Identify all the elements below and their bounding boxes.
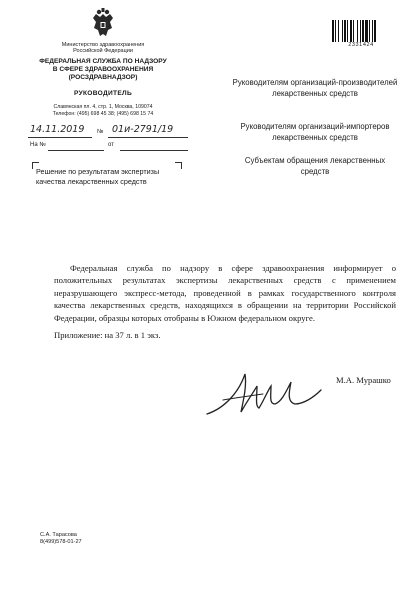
reference-number-label: На № [30, 142, 46, 148]
reference-line [28, 140, 188, 152]
barcode-bar [335, 20, 336, 42]
position-title: РУКОВОДИТЕЛЬ [73, 90, 133, 97]
barcode-bar [362, 20, 364, 42]
barcode [332, 20, 390, 42]
coat-of-arms-emblem [88, 8, 118, 42]
agency-address: Славянская пл. 4, стр. 1, Москва, 109074 Телефон: (495) 698 45 38; (495) 698 15 74 [52, 104, 154, 117]
performer-info [40, 532, 82, 547]
registration-line [28, 124, 188, 138]
addressee-importers: Руководителям организаций-импортеров лекарственных средств [240, 122, 390, 142]
registration-date: 14.11.2019 [30, 124, 85, 135]
barcode-bar [342, 20, 343, 42]
letter-body: Федеральная служба по надзору в сфере здравоохранения информирует о положительных результатах экспертизы лекарственных средств с применением неразрушающего экспресс-метода, проведенной в рамках государственного контроля качества лекарственных средств, находящихся в обращении на территории Российской Федерации, образцы которых отобраны в Южном федеральном округе. [54, 263, 396, 323]
barcode-bar [369, 20, 370, 42]
signer-name: М.А. Мурашко [336, 375, 391, 385]
addressee-subjects: Субъектам обращения лекарственных средств [244, 156, 386, 176]
addressee-producers: Руководителям организаций-производителей лекарственных средств [232, 78, 398, 98]
registration-number: 01и-2791/19 [112, 124, 174, 135]
number-sign: № [97, 129, 104, 135]
barcode-number: 2331424 [348, 42, 374, 48]
performer-name: С.А. Тарасова [40, 532, 77, 538]
reference-date-label: от [108, 142, 114, 148]
letter-subject: Решение по результатам экспертизы качества лекарственных средств [36, 167, 160, 186]
barcode-bar [360, 20, 361, 42]
handwritten-signature [205, 368, 325, 420]
barcode-bar [332, 20, 334, 42]
barcode-bar [357, 20, 358, 42]
barcode-bar [338, 20, 339, 42]
barcode-bar [344, 20, 346, 42]
appendix-note: Приложение: на 37 л. в 1 экз. [54, 330, 161, 340]
barcode-bar [347, 20, 348, 42]
ministry-name: Министерство здравоохранения Российской Федерации [61, 42, 145, 55]
performer-phone: 8(499)578-01-27 [40, 539, 82, 546]
barcode-bar [374, 20, 376, 42]
barcode-bar [372, 20, 373, 42]
agency-name: ФЕДЕРАЛЬНАЯ СЛУЖБА ПО НАДЗОРУ В СФЕРЕ ЗДРАВООХРАНЕНИЯ (РОСЗДРАВНАДЗОР) [39, 58, 167, 81]
barcode-bar [365, 20, 368, 42]
barcode-bar [350, 20, 352, 42]
barcode-bar [353, 20, 354, 42]
